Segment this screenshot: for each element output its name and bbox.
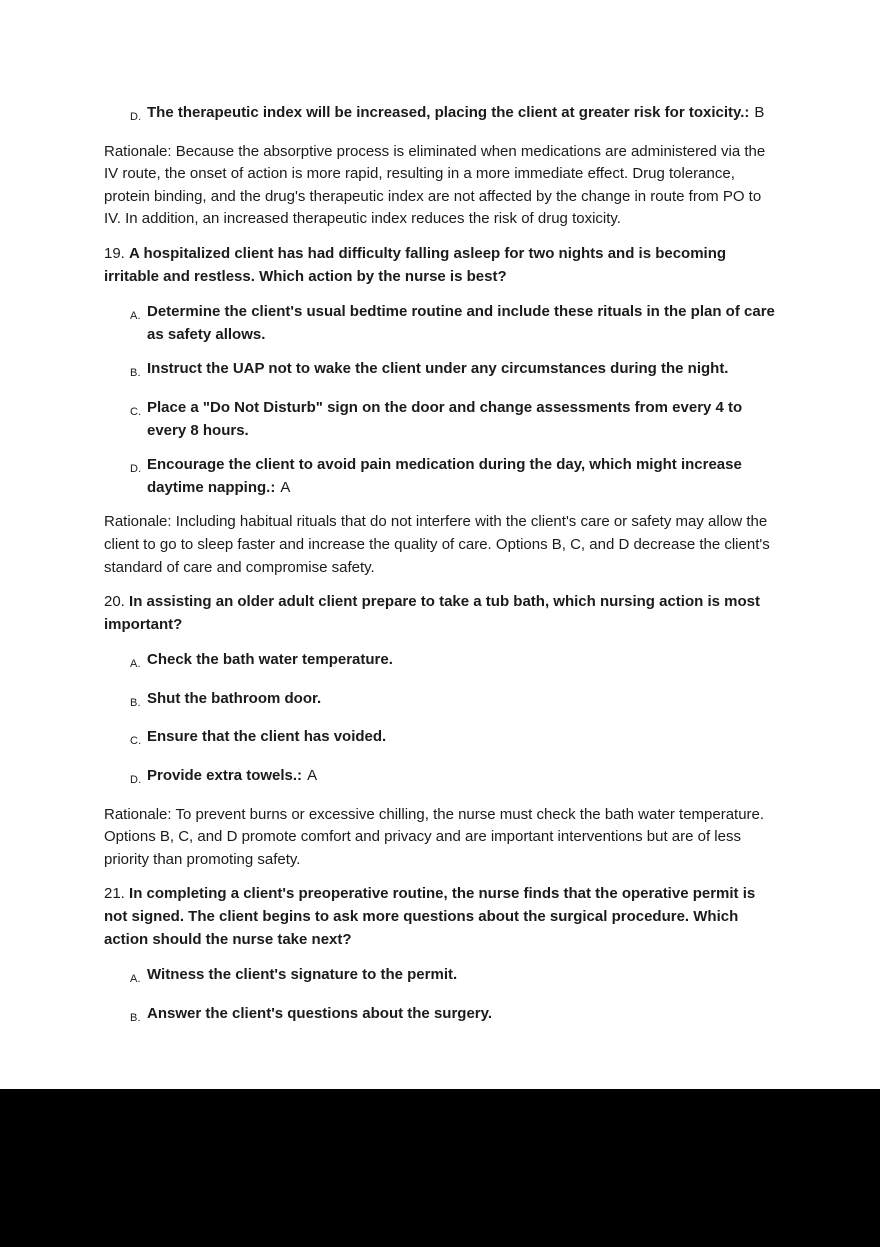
option-text: Place a "Do Not Disturb" sign on the door and change assessments from every 4 to every 8 hours. — [147, 398, 743, 439]
answer-option — [104, 301, 776, 346]
rationale-paragraph: Rationale: Including habitual rituals that do not interfere with the client's care or safety may allow the client to go to sleep faster and increase the quality of care. Options B, C, and D decrease the client's standard of care and compromise safety. — [104, 513, 770, 576]
answer-option — [104, 649, 776, 676]
rationale-paragraph: Rationale: To prevent burns or excessive chilling, the nurse must check the bath water temperature. Options B, C, and D promote comfort and privacy and are important interventions but are of less priority than promoting safety. — [104, 805, 765, 868]
question-text: In completing a client's preoperative routine, the nurse finds that the operative permit is not signed. The client begins to ask more questions about the surgical procedure. Which action should the nurse take next? — [104, 885, 756, 948]
option-letter: A. — [130, 310, 141, 323]
option-body — [147, 964, 776, 987]
question-number: 20. — [104, 593, 125, 611]
answer-option — [104, 358, 776, 385]
option-text: Encourage the client to avoid pain medication during the day, which might increase daytime napping.: — [147, 456, 742, 496]
question-20 — [104, 591, 776, 636]
option-letter: B. — [130, 696, 141, 709]
option-body — [147, 454, 776, 499]
answer-letter: A — [307, 767, 318, 785]
document-content — [104, 0, 776, 1041]
option-body — [147, 358, 776, 381]
option-body — [147, 726, 776, 749]
answer-option — [104, 397, 776, 442]
option-body — [147, 102, 776, 125]
question-number: 21. — [104, 885, 125, 903]
option-body — [147, 765, 776, 788]
option-text: Witness the client's signature to the permit. — [147, 966, 458, 984]
option-text: Check the bath water temperature. — [147, 651, 393, 669]
question-text: In assisting an older adult client prepare to take a tub bath, which nursing action is most important? — [104, 593, 760, 633]
option-body — [147, 688, 776, 711]
option-text: Ensure that the client has voided. — [147, 728, 387, 746]
question-21 — [104, 883, 776, 951]
question-number: 19. — [104, 244, 125, 262]
option-text: Determine the client's usual bedtime routine and include these rituals in the plan of care as safety allows. — [147, 303, 775, 343]
question-19 — [104, 243, 776, 288]
rationale-paragraph: Rationale: Because the absorptive process is eliminated when medications are administered via the IV route, the onset of action is more rapid, resulting in a more immediate effect. Drug tolerance, protein binding, and the drug's therapeutic index are not affected by the change in route from PO to IV. In addition, an increased therapeutic index reduces the risk of drug toxicity. — [104, 142, 766, 228]
option-body — [147, 301, 776, 346]
option-body — [147, 397, 776, 442]
answer-letter: A — [280, 478, 291, 496]
option-text: Provide extra towels.: — [147, 767, 303, 785]
answer-option — [104, 102, 776, 129]
answer-option — [104, 688, 776, 715]
option-text: The therapeutic index will be increased, placing the client at greater risk for toxicity.: — [147, 104, 750, 121]
option-letter: D. — [130, 111, 142, 123]
option-letter: B. — [130, 1011, 141, 1024]
option-text: Answer the client's questions about the surgery. — [147, 1004, 493, 1022]
answer-option — [104, 964, 776, 991]
option-text: Shut the bathroom door. — [147, 689, 322, 707]
option-letter: A. — [130, 658, 141, 671]
option-body — [147, 649, 776, 672]
answer-option — [104, 765, 776, 792]
answer-option — [104, 454, 776, 499]
answer-letter: B — [754, 104, 765, 121]
option-body — [147, 1003, 776, 1026]
option-letter: B. — [130, 367, 141, 380]
footer-black-bar — [0, 1089, 880, 1247]
option-letter: C. — [130, 735, 142, 748]
option-text: Instruct the UAP not to wake the client under any circumstances during the night. — [147, 360, 729, 378]
answer-option — [104, 1003, 776, 1030]
option-letter: C. — [130, 405, 142, 418]
question-text: A hospitalized client has had difficulty falling asleep for two nights and is becoming irritable and restless. Which action by the nurse is best? — [104, 244, 727, 285]
option-letter: D. — [130, 463, 142, 476]
option-letter: D. — [130, 774, 142, 787]
answer-option — [104, 726, 776, 753]
option-letter: A. — [130, 973, 141, 986]
